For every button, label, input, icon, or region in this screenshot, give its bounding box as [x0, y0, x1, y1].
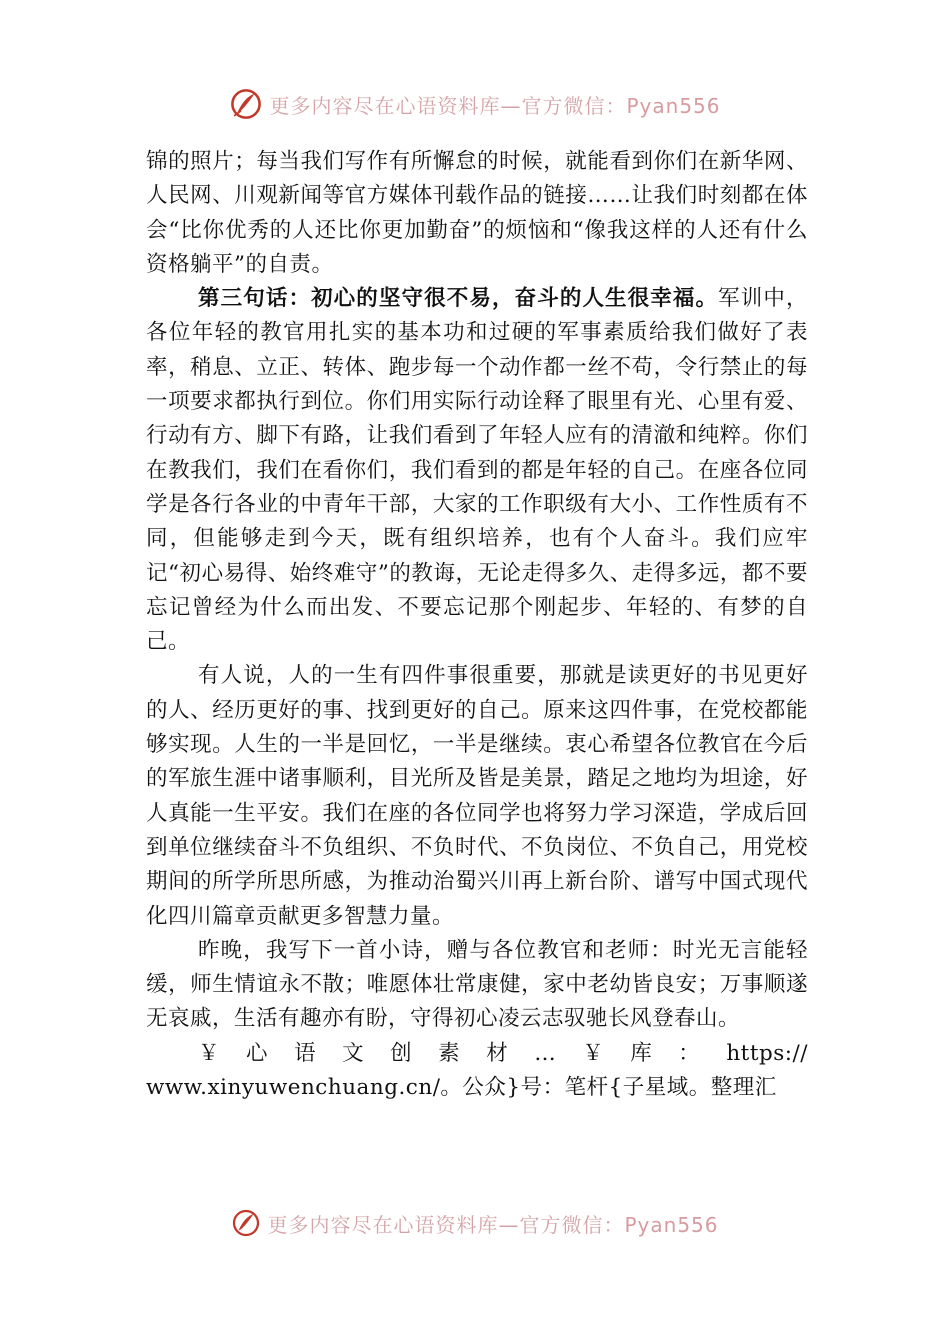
watermark-footer: [0, 1208, 950, 1238]
paragraph-section-three: 第三句话：初心的坚守很不易，奋斗的人生很幸福。军训中，各位年轻的教官用扎实的基本功和过硬的军事素质给我们做好了表率，稍息、立正、转体、跑步每一个动作都一丝不苟，令行禁止的每一项要求都执行到位。你们用实际行动诠释了眼里有光、心里有爱、行动有方、脚下有路，让我们看到了年轻人应有的清澈和纯粹。你们在教我们，我们在看你们，我们看到的都是年轻的自己。在座各位同学是各行各业的中青年干部，大家的工作职级有大小、工作性质有不同，但能够走到今天，既有组织培养，也有个人奋斗。我们应牢记“初心易得、始终难守”的教诲，无论走得多久、走得多远，都不要忘记曾经为什么而出发、不要忘记那个刚起步、年轻的、有梦的自己。: [146, 286, 808, 655]
footer-url-line: www.xinyuwenchuang.cn/。公众}号：笔杆{子星域。整理汇: [146, 1075, 777, 1101]
watermark-header: [0, 86, 950, 122]
document-body: [146, 145, 808, 1105]
pen-logo-icon: [229, 87, 263, 121]
watermark-text: 更多内容尽在心语资料库—官方微信：Pyan556: [269, 93, 721, 118]
footer-char: 素: [438, 1040, 461, 1066]
paragraph-continued: 锦的照片；每当我们写作有所懈怠的时候，就能看到你们在新华网、人民网、川观新闻等官方媒体刊载作品的链接……让我们时刻都在体会“比你优秀的人还比你更加勤奋”的烦恼和“像我这样的人还有什么资格躺平”的自责。: [146, 149, 808, 277]
footer-char: ：: [678, 1040, 701, 1066]
footer-source-line: [146, 1037, 808, 1071]
footer-char: ￥: [198, 1040, 221, 1066]
footer-char: 语: [294, 1040, 317, 1066]
footer-url-start: https://: [726, 1040, 808, 1066]
footer-char: 心: [246, 1040, 269, 1066]
footer-char: …: [534, 1040, 557, 1066]
footer-char: 库: [630, 1040, 653, 1066]
footer-char: 创: [390, 1040, 413, 1066]
footer-char: 材: [486, 1040, 509, 1066]
paragraph-poem: 昨晚，我写下一首小诗，赠与各位教官和老师：时光无言能轻缓，师生情谊永不散；唯愿体壮常康健，家中老幼皆良安；万事顺遂无哀戚，生活有趣亦有盼，守得初心凌云志驭驰长风登春山。: [146, 937, 808, 1032]
paragraph-four-things: 有人说，人的一生有四件事很重要，那就是读更好的书见更好的人、经历更好的事、找到更好的自己。原来这四件事，在党校都能够实现。人生的一半是回忆，一半是继续。衷心希望各位教官在今后的军旅生涯中诸事顺利，目光所及皆是美景，踏足之地均为坦途，好人真能一生平安。我们在座的各位同学也将努力学习深造，学成后回到单位继续奋斗不负组织、不负时代、不负岗位、不负自己，用党校期间的所学所思所感，为推动治蜀兴川再上新台阶、谱写中国式现代化四川篇章贡献更多智慧力量。: [146, 663, 808, 929]
section-heading: 第三句话：初心的坚守很不易，奋斗的人生很幸福。: [198, 286, 719, 312]
watermark-text: 更多内容尽在心语资料库—官方微信：Pyan556: [267, 1212, 719, 1237]
footer-char: 文: [342, 1040, 365, 1066]
footer-char: ￥: [582, 1040, 605, 1066]
pen-logo-icon: [231, 1208, 261, 1238]
